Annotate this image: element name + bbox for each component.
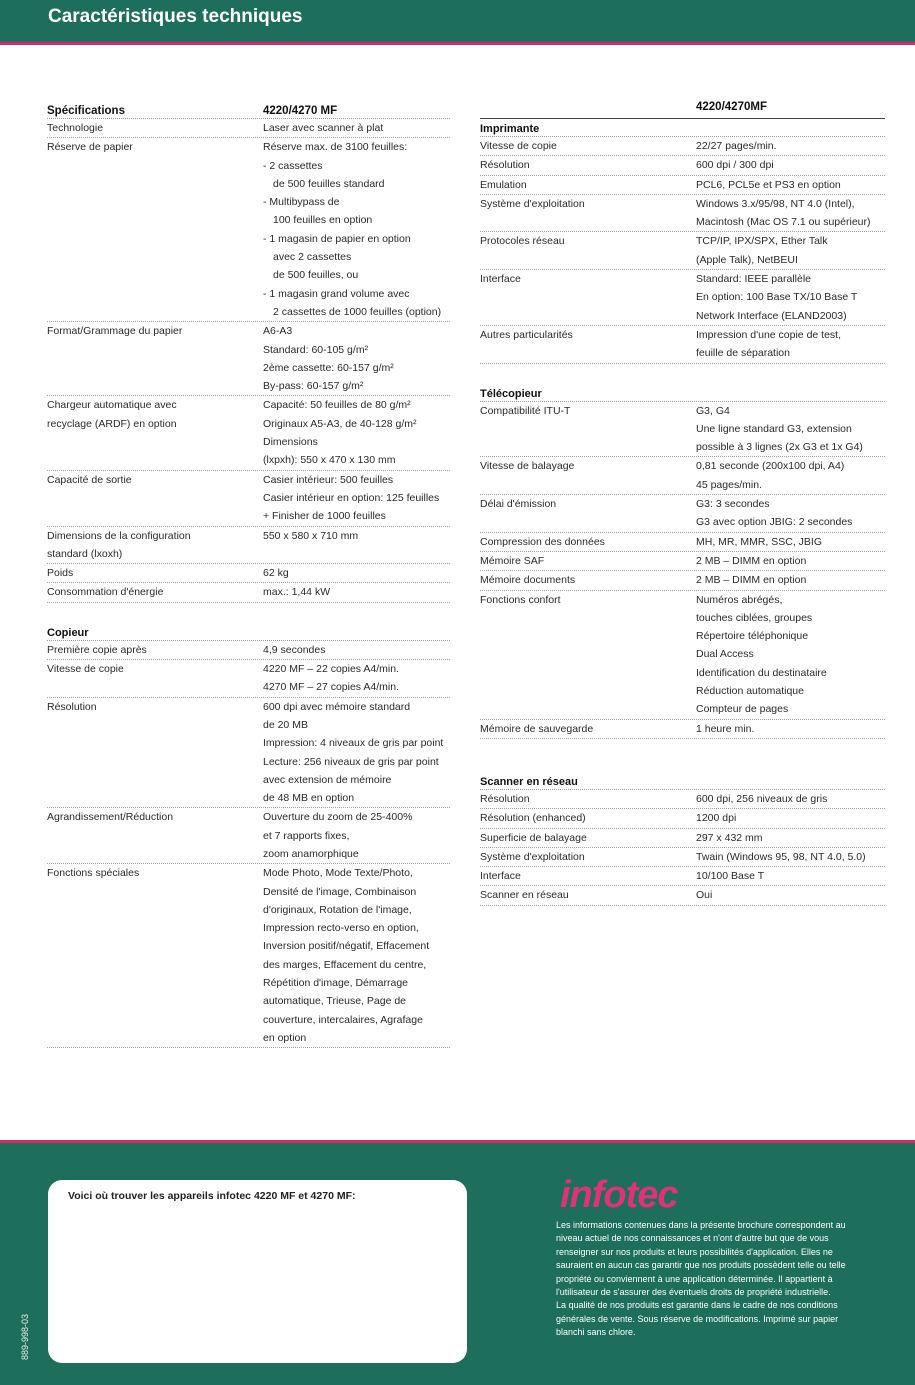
spec-label bbox=[47, 864, 263, 1047]
spec-value bbox=[696, 591, 827, 719]
spec-value bbox=[263, 698, 443, 808]
spec-value-line: 2 MB – DIMM en option bbox=[696, 554, 807, 567]
disclaimer-line: sauraient en aucun cas garantir que nos produits possèdent telle ou telle bbox=[556, 1260, 846, 1271]
spec-value bbox=[696, 829, 763, 847]
spec-label-line: Interface bbox=[480, 273, 521, 286]
document-code: 889-998-03 bbox=[20, 1313, 30, 1360]
spec-label-line: Dimensions de la configuration bbox=[47, 529, 191, 542]
spec-row bbox=[480, 533, 885, 552]
spec-value-line: de 500 feuilles standard bbox=[273, 177, 385, 190]
spec-value-line: (lxpxh): 550 x 470 x 130 mm bbox=[263, 454, 396, 467]
spec-value-line: TCP/IP, IPX/SPX, Ether Talk bbox=[696, 235, 828, 248]
spec-label-line: Système d'exploitation bbox=[480, 850, 585, 863]
spec-value bbox=[696, 402, 863, 457]
spec-label bbox=[47, 583, 263, 601]
spec-value-line: Compteur de pages bbox=[696, 703, 789, 716]
spec-row bbox=[47, 138, 450, 322]
spec-value-line: Répétition d'image, Démarrage bbox=[263, 977, 408, 990]
spec-value-line: A6-A3 bbox=[263, 325, 293, 338]
spec-value-line: Impression: 4 niveaux de gris par point bbox=[263, 737, 444, 750]
spec-value-line: 297 x 432 mm bbox=[696, 831, 763, 844]
spec-label-line: Vitesse de copie bbox=[47, 663, 124, 676]
spec-value-line: 22/27 pages/min. bbox=[696, 140, 777, 152]
spec-value bbox=[263, 564, 289, 582]
spec-value-line: - 1 magasin grand volume avec bbox=[263, 287, 410, 300]
spec-value-line: 1200 dpi bbox=[696, 812, 737, 825]
spec-table-copieur bbox=[47, 641, 450, 1049]
spec-value-line: Réserve max. de 3100 feuilles: bbox=[263, 141, 408, 154]
spec-label bbox=[47, 660, 263, 697]
spec-value bbox=[696, 495, 852, 532]
spec-value bbox=[696, 809, 736, 827]
spec-value bbox=[696, 270, 857, 325]
spec-label bbox=[47, 641, 263, 659]
spec-label bbox=[480, 176, 696, 194]
spec-value-line: 550 x 580 x 710 mm bbox=[263, 529, 359, 542]
spec-label bbox=[480, 270, 696, 325]
spec-row bbox=[480, 326, 885, 364]
spec-value-line: 600 dpi avec mémoire standard bbox=[263, 700, 411, 713]
spec-label bbox=[480, 720, 696, 738]
spec-value-line: PCL6, PCL5e et PS3 en option bbox=[696, 178, 841, 191]
spec-value-line: et 7 rapports fixes, bbox=[263, 829, 350, 842]
spec-label-line: Fonctions confort bbox=[480, 593, 561, 606]
spec-value-line: 45 pages/min. bbox=[696, 478, 762, 491]
spec-value bbox=[696, 571, 806, 589]
spec-value-line: Casier intérieur en option: 125 feuilles bbox=[263, 491, 440, 504]
spec-label-line: Consommation d'énergie bbox=[47, 586, 164, 599]
spec-value bbox=[263, 864, 429, 1047]
spec-row bbox=[47, 527, 450, 565]
spec-label bbox=[47, 119, 263, 137]
spec-value-line: Identification du destinataire bbox=[696, 666, 827, 679]
spec-row bbox=[480, 829, 885, 848]
spec-value bbox=[696, 886, 712, 904]
spec-value-line: By-pass: 60-157 g/m² bbox=[263, 380, 364, 393]
spec-label-line: Interface bbox=[480, 870, 521, 883]
disclaimer-line: renseigner sur nos produits et leurs possibilités d'application. Elles ne bbox=[556, 1246, 833, 1257]
spec-label bbox=[480, 533, 696, 551]
infotec-logo: infotec bbox=[560, 1174, 678, 1216]
spec-value-line: Capacité: 50 feuilles de 80 g/m² bbox=[263, 399, 411, 412]
spec-row bbox=[480, 809, 885, 828]
spec-value-line: des marges, Effacement du centre, bbox=[263, 958, 427, 971]
spec-value-line: Lecture: 256 niveaux de gris par point bbox=[263, 755, 439, 768]
spec-heading-model: 4220/4270 MF bbox=[263, 105, 338, 117]
disclaimer-line: générales de vente. Sous réserve de modifications. Imprimé sur papier bbox=[556, 1313, 839, 1324]
spec-label bbox=[480, 156, 696, 174]
spec-heading-label: Spécifications bbox=[47, 105, 125, 117]
spec-label bbox=[480, 829, 696, 847]
spec-row bbox=[47, 864, 450, 1048]
spec-row bbox=[47, 808, 450, 864]
spec-label-line: Résolution bbox=[480, 792, 530, 805]
spec-row bbox=[480, 270, 885, 326]
header-bar bbox=[0, 0, 915, 42]
spec-label bbox=[47, 808, 263, 863]
spec-label bbox=[47, 564, 263, 582]
spec-value-line: Standard: IEEE parallèle bbox=[696, 273, 811, 286]
spec-label-line: Protocoles réseau bbox=[480, 235, 565, 248]
spec-value-line: avec 2 cassettes bbox=[273, 251, 352, 264]
spec-table-telecopieur bbox=[480, 402, 885, 739]
spec-label-line: Vitesse de balayage bbox=[480, 460, 575, 473]
spec-value-line: Dimensions bbox=[263, 436, 318, 449]
spec-label-line: Mémoire de sauvegarde bbox=[480, 722, 594, 735]
spec-value-line: 10/100 Base T bbox=[696, 870, 765, 883]
spec-label bbox=[480, 326, 696, 363]
spec-value-line: d'originaux, Rotation de l'image, bbox=[263, 903, 412, 916]
spec-value-line: Densité de l'image, Combinaison bbox=[263, 885, 417, 898]
spec-row bbox=[480, 886, 885, 905]
disclaimer-line: Les informations contenues dans la présente brochure correspondent au bbox=[556, 1220, 846, 1230]
spec-table-scanner bbox=[480, 790, 885, 906]
spec-value-line: 4270 MF – 27 copies A4/min. bbox=[263, 681, 399, 694]
spec-row bbox=[480, 495, 885, 533]
spec-label bbox=[47, 138, 263, 321]
spec-value-line: (Apple Talk), NetBEUI bbox=[696, 253, 798, 266]
spec-value bbox=[696, 326, 841, 363]
spec-value-line: 0,81 seconde (200x100 dpi, A4) bbox=[696, 460, 845, 473]
spec-label bbox=[47, 527, 263, 564]
spec-value-line: 2ème cassette: 60-157 g/m² bbox=[263, 361, 394, 374]
spec-row bbox=[480, 790, 885, 809]
spec-value bbox=[696, 533, 822, 551]
spec-label-line: Réserve de papier bbox=[47, 141, 133, 154]
dealer-address-heading: Voici où trouver les appareils infotec 4220 MF et 4270 MF: bbox=[68, 1190, 356, 1202]
disclaimer-line: blanchi sans chlore. bbox=[556, 1327, 636, 1338]
spec-label-line: Vitesse de copie bbox=[480, 140, 557, 152]
spec-label bbox=[480, 457, 696, 494]
spec-row bbox=[480, 867, 885, 886]
spec-value bbox=[263, 138, 441, 321]
spec-value bbox=[696, 552, 806, 570]
spec-row bbox=[480, 720, 885, 739]
spec-value-line: max.: 1,44 kW bbox=[263, 586, 331, 599]
spec-value-line: touches ciblées, groupes bbox=[696, 611, 813, 624]
spec-value-line: En option: 100 Base TX/10 Base T bbox=[696, 291, 858, 304]
header-divider bbox=[0, 42, 915, 45]
spec-value-line: Macintosh (Mac OS 7.1 ou supérieur) bbox=[696, 216, 871, 229]
spec-label bbox=[47, 471, 263, 526]
legal-disclaimer bbox=[556, 1219, 886, 1340]
spec-row bbox=[480, 195, 885, 233]
spec-value bbox=[263, 527, 358, 564]
spec-label-line: Compatibilité ITU-T bbox=[480, 404, 571, 417]
spec-label bbox=[480, 867, 696, 885]
spec-value bbox=[696, 156, 774, 174]
spec-value-line: G3, G4 bbox=[696, 404, 730, 417]
spec-row bbox=[480, 232, 885, 270]
spec-row bbox=[47, 322, 450, 396]
disclaimer-line: La qualité de nos produits est garantie dans le cadre de nos conditions bbox=[556, 1300, 838, 1311]
spec-row bbox=[480, 457, 885, 495]
spec-label bbox=[480, 848, 696, 866]
spec-value-line: 2 MB – DIMM en option bbox=[696, 574, 807, 587]
spec-value bbox=[696, 720, 754, 738]
spec-row bbox=[480, 848, 885, 867]
spec-label-line: recyclage (ARDF) en option bbox=[47, 417, 177, 430]
spec-row bbox=[47, 660, 450, 698]
spec-value-line: + Finisher de 1000 feuilles bbox=[263, 510, 386, 523]
dealer-address-box bbox=[48, 1180, 467, 1363]
spec-value-line: Oui bbox=[696, 889, 713, 902]
spec-value-line: 1 heure min. bbox=[696, 722, 755, 735]
spec-value bbox=[263, 660, 399, 697]
spec-label bbox=[47, 698, 263, 808]
spec-value-line: en option bbox=[263, 1031, 307, 1044]
right-column bbox=[480, 101, 885, 906]
spec-value-line: 100 feuilles en option bbox=[273, 214, 373, 227]
spec-label-line: Délai d'émission bbox=[480, 498, 557, 511]
spec-value-line: Originaux A5-A3, de 40-128 g/m² bbox=[263, 417, 417, 430]
spec-label-line: Scanner en réseau bbox=[480, 889, 569, 902]
spec-label-line: Résolution bbox=[480, 159, 530, 172]
spec-label bbox=[480, 571, 696, 589]
disclaimer-line: l'utilisateur de s'assurer des éventuels droits de propriété industrielle. bbox=[556, 1287, 831, 1298]
spec-value-line: 600 dpi / 300 dpi bbox=[696, 159, 774, 172]
spec-table-imprimante bbox=[480, 137, 885, 364]
spec-label bbox=[480, 195, 696, 232]
spec-row bbox=[47, 583, 450, 602]
spec-value-line: - Multibypass de bbox=[263, 196, 340, 209]
spec-value-line: Inversion positif/négatif, Effacement bbox=[263, 940, 430, 953]
spec-row bbox=[480, 552, 885, 571]
spec-value-line: Impression d'une copie de test, bbox=[696, 328, 842, 341]
spec-row bbox=[480, 591, 885, 720]
section-title-imprimante: Imprimante bbox=[480, 119, 885, 137]
spec-value-line: 2 cassettes de 1000 feuilles (option) bbox=[273, 305, 442, 318]
right-heading-model: 4220/4270MF bbox=[480, 101, 885, 119]
spec-label-line: Superficie de balayage bbox=[480, 831, 587, 844]
spec-row bbox=[47, 471, 450, 527]
spec-label-line: Agrandissement/Réduction bbox=[47, 811, 174, 824]
spec-label-line: Première copie après bbox=[47, 643, 147, 656]
spec-value bbox=[696, 867, 764, 885]
spec-label bbox=[480, 886, 696, 904]
spec-label-line: Système d'exploitation bbox=[480, 197, 585, 210]
spec-value-line: Mode Photo, Mode Texte/Photo, bbox=[263, 867, 413, 880]
section-title-copieur: Copieur bbox=[47, 623, 450, 641]
disclaimer-line: propriété ou conviennent à une application déterminée. Il appartient à bbox=[556, 1273, 833, 1284]
spec-value-line: 62 kg bbox=[263, 567, 289, 580]
spec-label-line: Emulation bbox=[480, 178, 527, 191]
spec-value-line: - 2 cassettes bbox=[263, 159, 323, 172]
spec-value bbox=[696, 137, 777, 155]
spec-row bbox=[480, 176, 885, 195]
spec-label-line: Mémoire SAF bbox=[480, 554, 545, 567]
spec-value bbox=[696, 195, 871, 232]
spec-label bbox=[480, 591, 696, 719]
spec-value-line: Impression recto-verso en option, bbox=[263, 922, 419, 935]
spec-label bbox=[480, 790, 696, 808]
section-title-scanner: Scanner en réseau bbox=[480, 772, 885, 790]
spec-value-line: de 500 feuilles, ou bbox=[273, 269, 359, 282]
spec-value bbox=[263, 471, 439, 526]
spec-value-line: 600 dpi, 256 niveaux de gris bbox=[696, 792, 828, 805]
spec-value-line: Répertoire téléphonique bbox=[696, 630, 809, 643]
spec-value bbox=[263, 641, 325, 659]
spec-row bbox=[47, 698, 450, 809]
spec-label bbox=[480, 402, 696, 457]
spec-value-line: MH, MR, MMR, SSC, JBIG bbox=[696, 535, 822, 548]
spec-value-line: automatique, Trieuse, Page de bbox=[263, 995, 407, 1008]
spec-value-line: Network Interface (ELAND2003) bbox=[696, 309, 847, 322]
spec-value bbox=[696, 232, 828, 269]
spec-value bbox=[696, 457, 844, 494]
spec-row bbox=[47, 119, 450, 138]
spec-value bbox=[263, 119, 383, 137]
spec-value-line: Casier intérieur: 500 feuilles bbox=[263, 473, 394, 486]
spec-value-line: Numéros abrégés, bbox=[696, 593, 783, 606]
spec-row bbox=[480, 137, 885, 156]
spec-value bbox=[263, 808, 412, 863]
spec-row bbox=[480, 402, 885, 458]
spec-label-line: Chargeur automatique avec bbox=[47, 399, 177, 412]
spec-value-line: G3: 3 secondes bbox=[696, 498, 770, 511]
spec-label-line: Fonctions spéciales bbox=[47, 867, 140, 880]
spec-row bbox=[47, 396, 450, 470]
spec-value-line: avec extension de mémoire bbox=[263, 773, 392, 786]
spec-label bbox=[480, 495, 696, 532]
spec-value-line: 4,9 secondes bbox=[263, 643, 326, 656]
spec-value bbox=[263, 322, 394, 395]
spec-value-line: couverture, intercalaires, Agrafage bbox=[263, 1013, 423, 1026]
spec-value bbox=[696, 848, 866, 866]
page-title: Caractéristiques techniques bbox=[48, 6, 303, 27]
spec-value-line: Windows 3.x/95/98, NT 4.0 (Intel), bbox=[696, 197, 855, 210]
spec-label bbox=[480, 552, 696, 570]
spec-table-general bbox=[47, 119, 450, 603]
spec-value-line: possible à 3 lignes (2x G3 et 1x G4) bbox=[696, 441, 863, 454]
spec-row bbox=[480, 156, 885, 175]
spec-value-line: Réduction automatique bbox=[696, 685, 804, 698]
spec-label bbox=[480, 809, 696, 827]
spec-value-line: de 20 MB bbox=[263, 718, 308, 731]
spec-label-line: Mémoire documents bbox=[480, 574, 576, 587]
spec-row bbox=[47, 641, 450, 660]
spec-label-line: Résolution (enhanced) bbox=[480, 812, 586, 825]
spec-value-line: Dual Access bbox=[696, 648, 754, 661]
spec-value-line: Ouverture du zoom de 25-400% bbox=[263, 811, 413, 824]
spec-label-line: Poids bbox=[47, 567, 74, 580]
spec-value-line: feuille de séparation bbox=[696, 347, 790, 360]
spec-label-line: Compression des données bbox=[480, 535, 605, 548]
spec-label bbox=[47, 322, 263, 395]
spec-row bbox=[480, 571, 885, 590]
spec-label-line: standard (lxoxh) bbox=[47, 547, 123, 560]
section-title-telecopieur: Télécopieur bbox=[480, 384, 885, 402]
spec-value bbox=[263, 396, 417, 469]
spec-label-line: Autres particularités bbox=[480, 328, 573, 341]
spec-value-line: de 48 MB en option bbox=[263, 792, 355, 805]
spec-value-line: 4220 MF – 22 copies A4/min. bbox=[263, 663, 399, 676]
spec-header bbox=[47, 100, 450, 119]
disclaimer-line: niveau actuel de nos connaissances et n'ont d'autre but que de vous bbox=[556, 1233, 829, 1244]
spec-label-line: Résolution bbox=[47, 700, 97, 713]
spec-value-line: Twain (Windows 95, 98, NT 4.0, 5.0) bbox=[696, 850, 866, 863]
spec-value-line: Une ligne standard G3, extension bbox=[696, 422, 852, 435]
spec-label bbox=[480, 137, 696, 155]
spec-value-line: - 1 magasin de papier en option bbox=[263, 232, 411, 245]
spec-value-line: G3 avec option JBIG: 2 secondes bbox=[696, 516, 853, 529]
spec-label-line: Capacité de sortie bbox=[47, 473, 132, 486]
spec-label-line: Format/Grammage du papier bbox=[47, 325, 183, 338]
spec-label bbox=[47, 396, 263, 469]
spec-label-line: Technologie bbox=[47, 122, 104, 134]
spec-value bbox=[263, 583, 330, 601]
spec-value bbox=[696, 790, 827, 808]
spec-value bbox=[696, 176, 841, 194]
spec-value-line: zoom anamorphique bbox=[263, 847, 359, 860]
spec-row bbox=[47, 564, 450, 583]
spec-label bbox=[480, 232, 696, 269]
spec-value-line: Laser avec scanner à plat bbox=[263, 122, 384, 134]
spec-value-line: Standard: 60-105 g/m² bbox=[263, 343, 369, 356]
left-column bbox=[47, 100, 450, 1048]
